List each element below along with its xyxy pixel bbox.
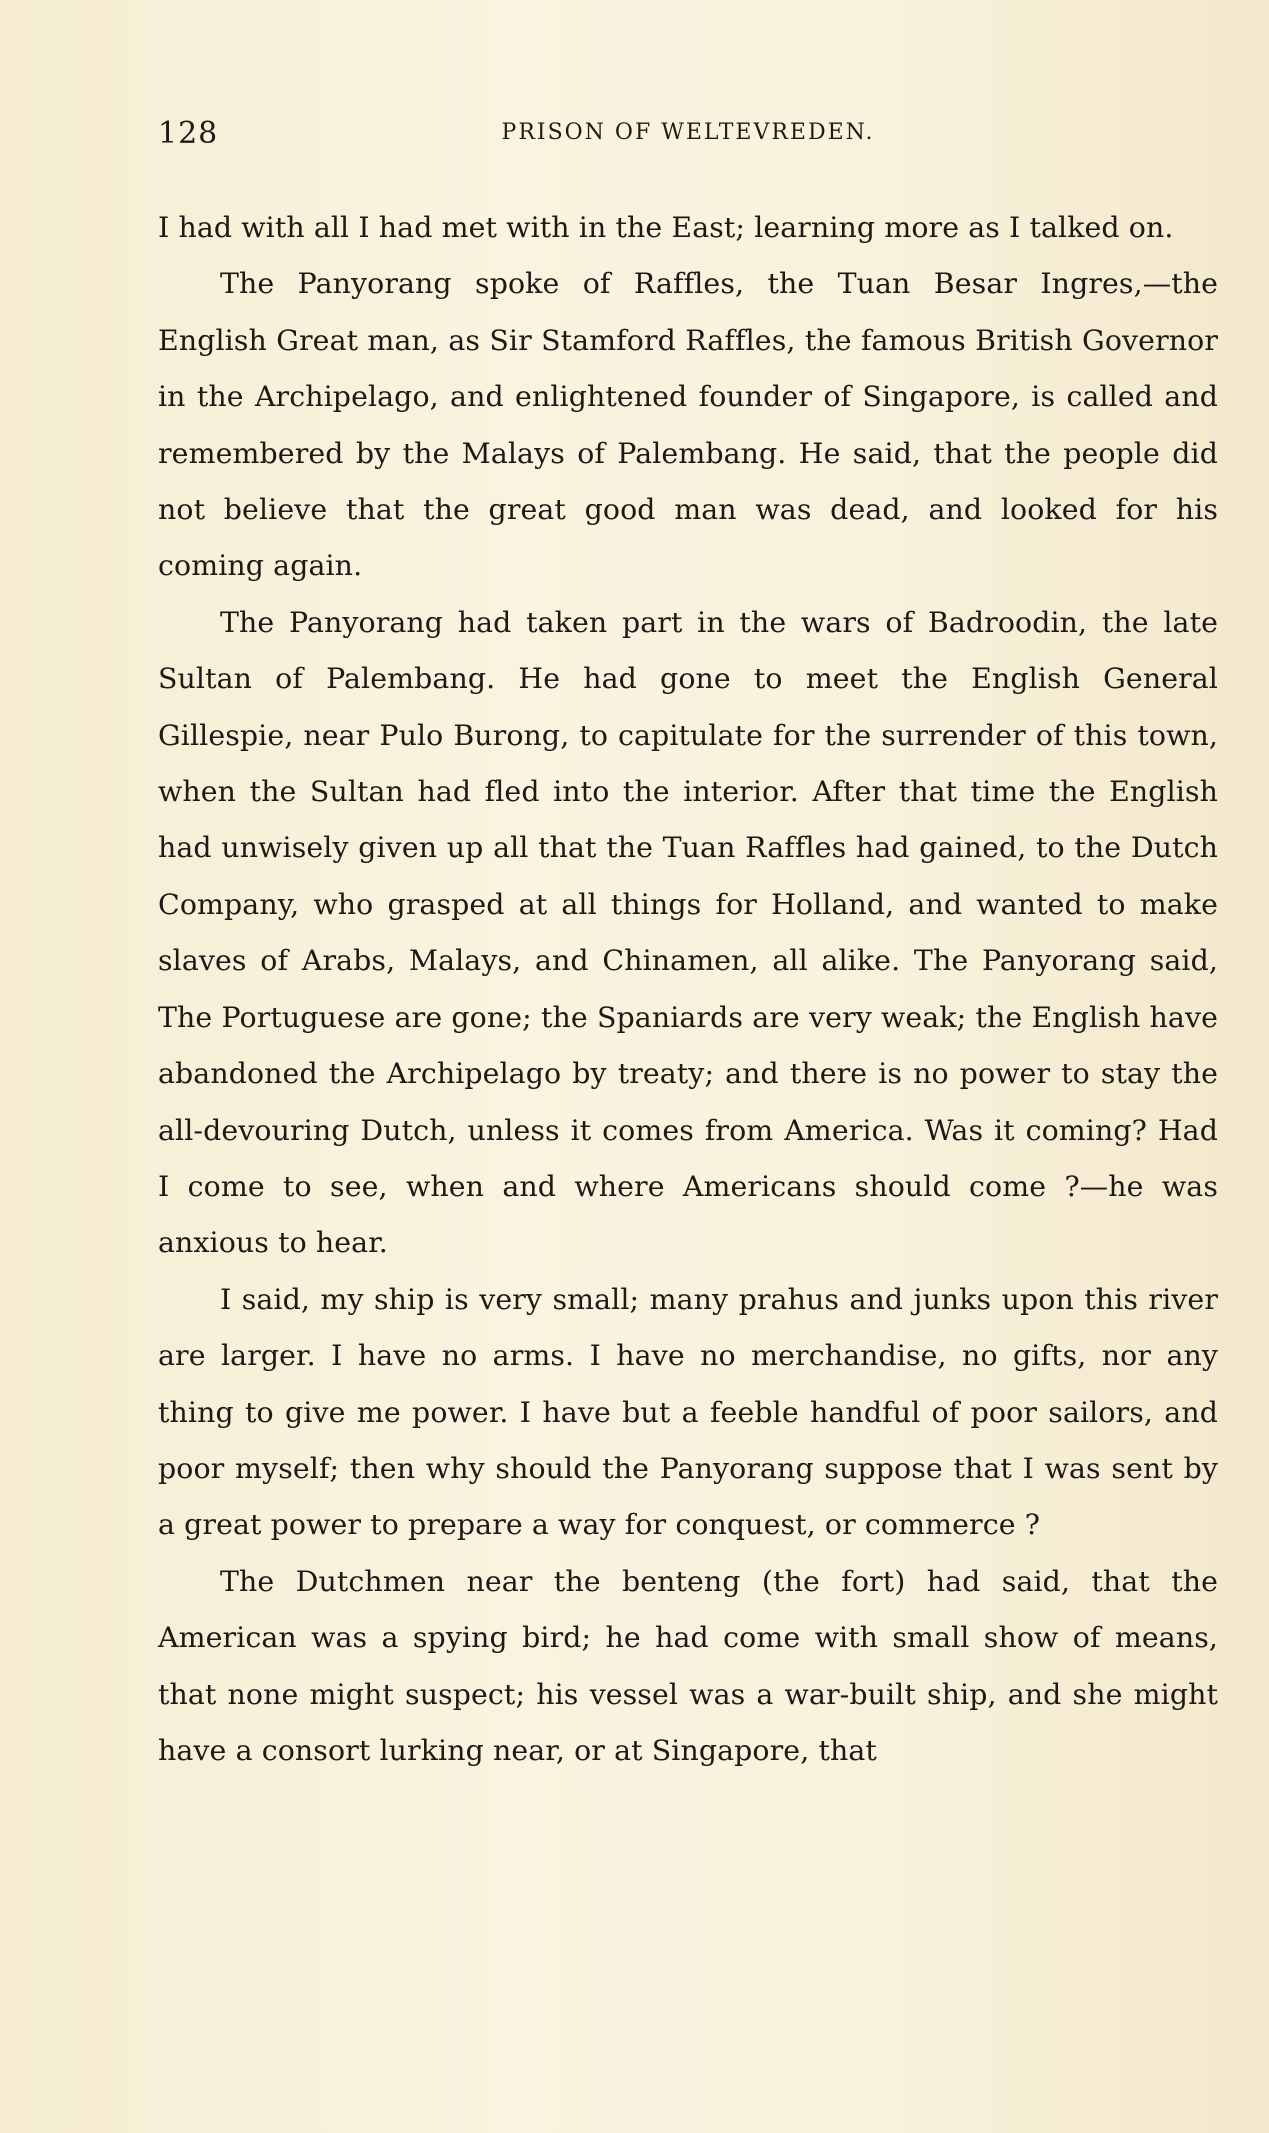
body-text (158, 200, 1218, 1779)
paragraph-dutchmen: The Dutchmen near the benteng (the fort) had said, that the American was a spying bird; he had come with small show of means, that none might suspect; his vessel was a war-built ship, and she might have a consort lurking near, or at Singapore, that (158, 1564, 1218, 1767)
paragraph-raffles: The Panyorang spoke of Raffles, the Tuan Besar Ingres,—the English Great man, as Sir Stamford Raffles, the famous British Governor in the Archipelago, and enlightened founder of Singapore, is called and remembered by the Malays of Palembang. He said, that the people did not believe that the great good man was dead, and looked for his coming again. (158, 267, 1218, 583)
running-head (158, 116, 1218, 156)
page-number: 128 (158, 116, 219, 151)
paragraph-wars: The Panyorang had taken part in the wars of Badroodin, the late Sultan of Palembang. He had gone to meet the English General Gillespie, near Pulo Burong, to capitulate for the surrender of this town, when the Sultan had fled into the interior. After that time the English had unwisely given up all that the Tuan Raffles had gained, to the Dutch Company, who grasped at all things for Holland, and wanted to make slaves of Arabs, Malays, and Chinamen, all alike. The Panyorang said, The Portuguese are gone; the Spaniards are very weak; the English have abandoned the Archipelago by treaty; and there is no power to stay the all-devouring Dutch, unless it comes from America. Was it coming? Had I come to see, when and where Americans should come ?—he was anxious to hear. (158, 605, 1218, 1260)
paragraph-continued: I had with all I had met with in the East; learning more as I talked on. (158, 211, 1174, 244)
paragraph-small-ship: I said, my ship is very small; many prahus and junks upon this river are larger. I have no arms. I have no merchandise, no gifts, nor any thing to give me power. I have but a feeble handful of poor sailors, and poor myself; then why should the Panyorang suppose that I was sent by a great power to prepare a way for conquest, or commerce ? (158, 1282, 1218, 1542)
running-title: PRISON OF WELTEVREDEN. (501, 120, 875, 145)
